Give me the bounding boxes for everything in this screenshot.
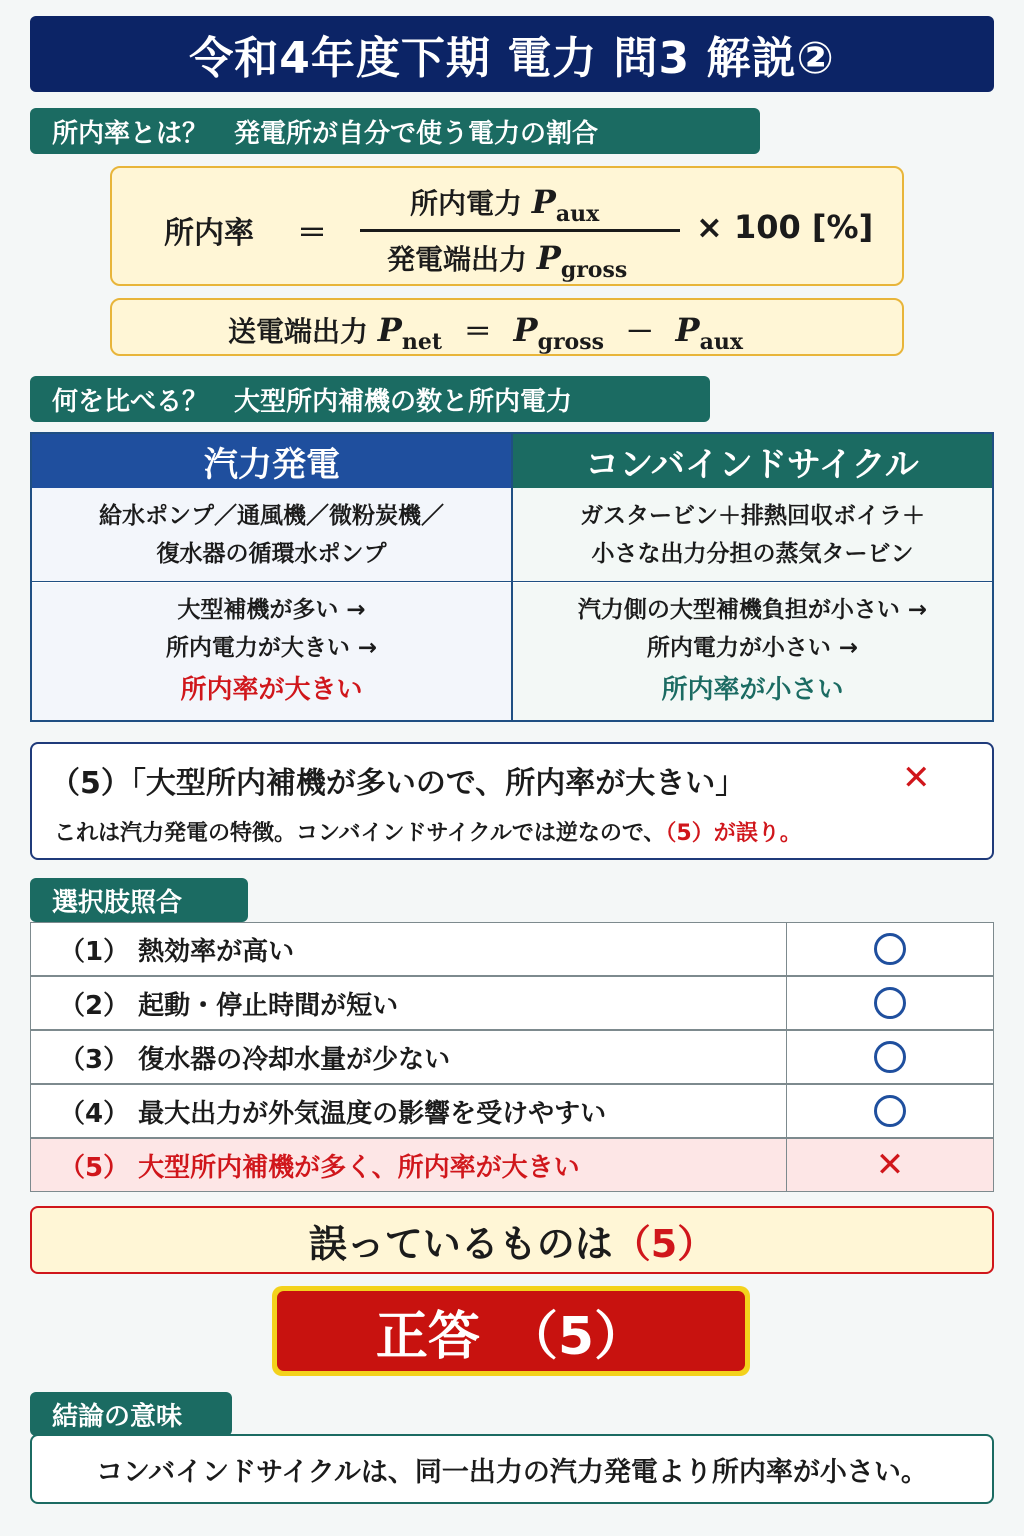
option-row-wrong	[30, 1138, 994, 1192]
option-label: （4） 最大出力が外気温度の影響を受けやすい	[31, 1085, 787, 1137]
option-mark	[787, 1085, 993, 1137]
circle-icon	[874, 1041, 906, 1073]
option-row	[30, 976, 994, 1030]
formula-lhs: 所内率	[164, 216, 254, 251]
circle-icon	[874, 987, 906, 1019]
statement-5-explanation: これは汽力発電の特徴。コンバインドサイクルでは逆なので、（5）が誤り。	[54, 821, 802, 846]
combined-equipment: ガスタービン＋排熱回収ボイラ＋ 小さな出力分担の蒸気タービン	[513, 488, 992, 582]
formula-numerator: 所内電力 $P_{aux}$	[410, 183, 600, 227]
steam-result-conclusion: 所内率が大きい	[180, 674, 363, 705]
header-combined: コンバインドサイクル	[512, 434, 992, 488]
option-label: （5） 大型所内補機が多く、所内率が大きい	[31, 1139, 787, 1191]
formula-box-net	[110, 298, 904, 356]
formula-denominator: 発電端出力 $P_{gross}$	[387, 239, 628, 283]
section-heading-conclusion: 結論の意味	[30, 1392, 232, 1436]
fraction-bar	[360, 229, 680, 232]
formula-equals: ＝	[297, 216, 327, 251]
section-heading-compare: 何を比べる？ 大型所内補機の数と所内電力	[30, 376, 710, 422]
section-heading-options: 選択肢照合	[30, 878, 248, 922]
circle-icon	[874, 933, 906, 965]
combined-result-conclusion: 所内率が小さい	[661, 674, 844, 705]
combined-result: 汽力側の大型補機負担が小さい → 所内電力が小さい → 所内率が小さい	[513, 583, 992, 720]
option-label: （1） 熱効率が高い	[31, 923, 787, 975]
statement-5-cross: ✕	[902, 758, 931, 798]
steam-equipment: 給水ポンプ／通風機／微粉炭機／ 復水器の循環水ポンプ	[32, 488, 511, 582]
formula-multiplier: × 100 [%]	[696, 208, 874, 246]
statement-5-quote: （5）「大型所内補機が多いので、所内率が大きい」	[50, 766, 746, 801]
page-title: 令和4年度下期 電力 問3 解説②	[30, 16, 994, 92]
option-mark	[787, 1031, 993, 1083]
cross-icon: ✕	[875, 1145, 905, 1185]
option-mark	[787, 923, 993, 975]
final-answer: 正答 （5）	[277, 1291, 745, 1371]
wrong-answer-box: 誤っているものは （5）	[30, 1206, 994, 1274]
formula-net-output: 送電端出力 $P_{net} = P_{gross} - P_{aux}$	[228, 311, 743, 355]
option-label: （2） 起動・停止時間が短い	[31, 977, 787, 1029]
option-mark	[787, 977, 993, 1029]
section-heading-definition: 所内率とは？ 発電所が自分で使う電力の割合	[30, 108, 760, 154]
option-label: （3） 復水器の冷却水量が少ない	[31, 1031, 787, 1083]
circle-icon	[874, 1095, 906, 1127]
option-mark	[787, 1139, 993, 1191]
comparison-table	[30, 432, 994, 722]
statement-5-note	[30, 742, 994, 860]
header-steam: 汽力発電	[32, 434, 512, 488]
final-answer-frame	[272, 1286, 750, 1376]
steam-result: 大型補機が多い → 所内電力が大きい → 所内率が大きい	[32, 583, 511, 720]
option-row	[30, 922, 994, 976]
conclusion-box: コンバインドサイクルは、同一出力の汽力発電より所内率が小さい。	[30, 1434, 994, 1504]
option-row	[30, 1084, 994, 1138]
option-row	[30, 1030, 994, 1084]
formula-box-ratio	[110, 166, 904, 286]
